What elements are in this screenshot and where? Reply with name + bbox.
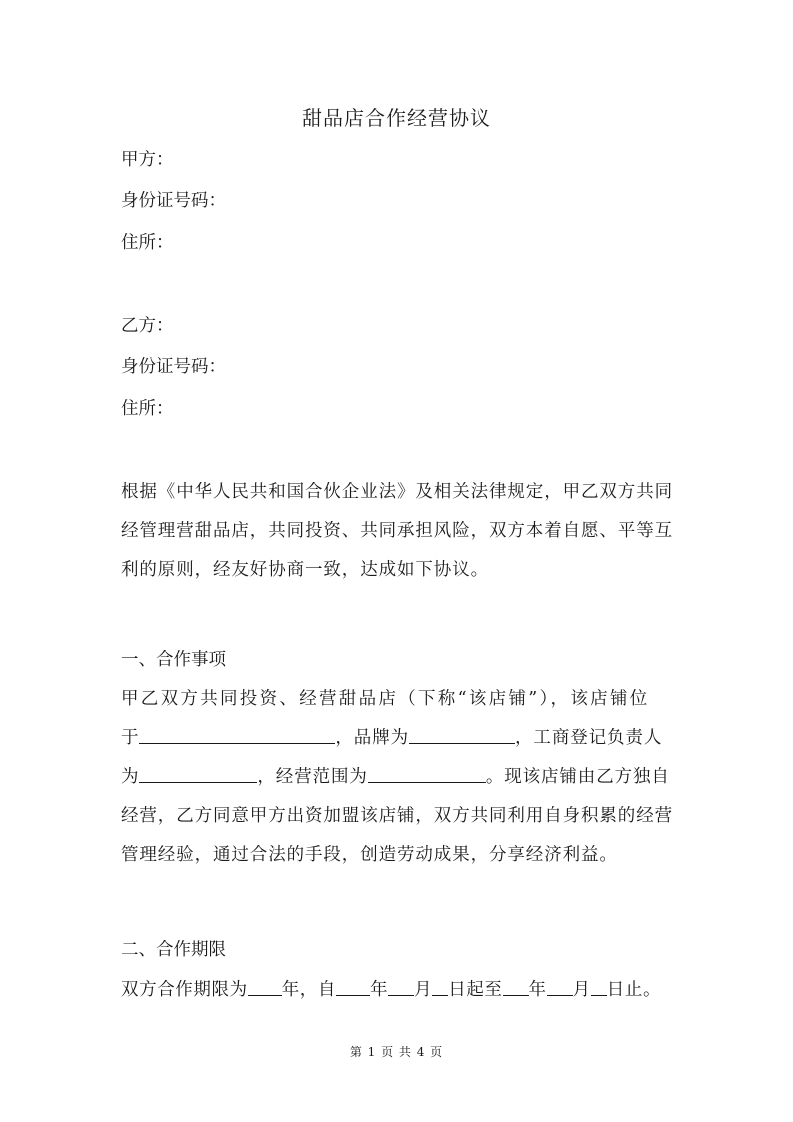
party-a-id-label: 身份证号码：: [121, 191, 226, 211]
section1-text: ，品牌为: [335, 728, 410, 748]
party-b-id-label: 身份证号码：: [121, 357, 226, 377]
section1-text: 于: [121, 728, 140, 748]
business-scope-blank[interactable]: [368, 764, 486, 783]
section2-text: 月: [414, 980, 433, 1000]
section2-text: 双方合作期限为: [121, 980, 248, 1000]
term-years-blank[interactable]: [248, 977, 282, 996]
section2-text: 年: [370, 980, 389, 1000]
section2-text: 日起至: [448, 980, 503, 1000]
section2-line: [121, 971, 671, 1010]
section1-line: [121, 719, 671, 758]
section2-heading: 二、合作期限: [121, 940, 226, 960]
section1-line: 管理经验，通过合法的手段，创造劳动成果，分享经济利益。: [121, 845, 618, 865]
preamble-line: 根据《中华人民共和国合伙企业法》及相关法律规定，甲乙双方共同: [121, 482, 673, 502]
preamble-paragraph: [121, 473, 671, 590]
start-month-blank[interactable]: [388, 977, 414, 996]
end-year-blank[interactable]: [503, 977, 529, 996]
section1-line: 经营，乙方同意甲方出资加盟该店铺，双方共同利用自身积累的经营: [121, 806, 673, 826]
section1-text: 。现该店铺由乙方独自: [485, 767, 670, 787]
start-day-blank[interactable]: [432, 977, 448, 996]
section2-text: 年: [528, 980, 547, 1000]
preamble-line: 经管理营甜品店，共同投资、共同承担风险，双方本着自愿、平等互: [121, 521, 673, 541]
end-month-blank[interactable]: [547, 977, 573, 996]
location-blank[interactable]: [139, 725, 335, 744]
section2-text: 日止。: [606, 980, 662, 1000]
document-title: 甜品店合作经营协议: [302, 106, 491, 130]
section1-text: 为: [121, 767, 140, 787]
section2-text: 月: [572, 980, 591, 1000]
section1-line: [121, 758, 671, 797]
party-a-name-label: 甲方：: [121, 150, 174, 170]
page-number-footer: 第 1 页 共 4 页: [349, 1045, 444, 1059]
section1-paragraph: [121, 680, 671, 875]
section1-text: ，经营范围为: [257, 767, 368, 787]
start-year-blank[interactable]: [336, 977, 370, 996]
section1-text: ，工商登记负责人: [515, 728, 663, 748]
party-b-address-label: 住所：: [121, 399, 174, 419]
section1-line: 甲乙双方共同投资、经营甜品店（下称“该店铺”），该店铺位: [121, 689, 650, 709]
preamble-line: 利的原则，经友好协商一致，达成如下协议。: [121, 560, 489, 580]
section1-heading: 一、合作事项: [121, 650, 226, 670]
party-b-name-label: 乙方：: [121, 316, 174, 336]
brand-blank[interactable]: [409, 725, 515, 744]
section2-text: 年，自: [281, 980, 337, 1000]
end-day-blank[interactable]: [591, 977, 607, 996]
party-a-address-label: 住所：: [121, 233, 174, 253]
section2-paragraph: [121, 971, 671, 1010]
registrant-blank[interactable]: [139, 764, 257, 783]
